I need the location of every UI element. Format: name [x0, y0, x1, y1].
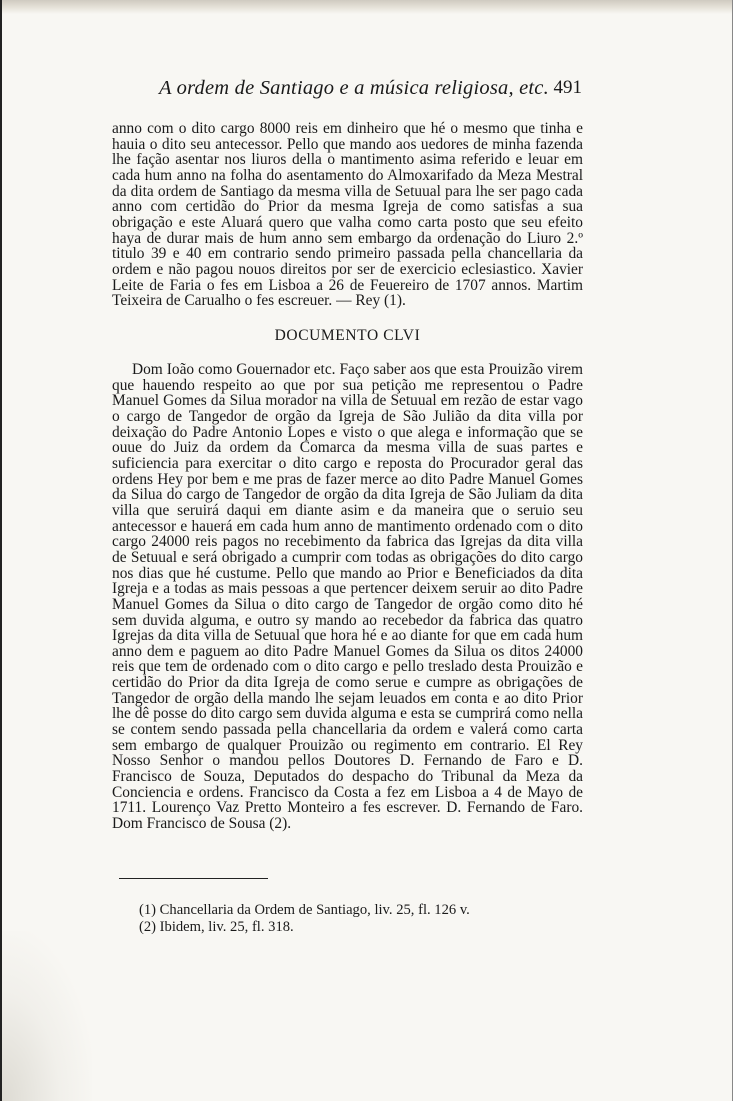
running-header: [112, 77, 582, 107]
page-top-edge: [2, 0, 733, 14]
running-title: A ordem de Santiago e a música religiosa, etc.: [159, 77, 549, 99]
paragraph-continuation: anno com o dito cargo 8000 reis em dinheiro que hé o mesmo que tinha e hauia o dito seu antecessor. Pello que mando aos uedores de minha fazenda lhe fação asentar nos liuros della o mantimento asima referido e leuar em cada hum anno na folha do asentamento do Almoxarifado da Meza Mestral da dita ordem de Santiago da mesma villa de Setuual para lhe ser pago cada anno com certidão do Prior da mesma Igreja de como satisfas a sua obrigação e este Aluará quero que valha como carta posto que seu efeito haya de durar mais de hum anno sem embargo da ordenação do Liuro 2.º titulo 39 e 40 em contrario sendo primeiro passada pella chancellaria da ordem e não pagou nouos direitos por ser de exercicio eclesiastico. Xavier Leite de Faria o fes em Lisboa a 26 de Feuereiro de 1707 annos. Martim Teixeira de Carualho o fes escreuer. — Rey (1).: [112, 120, 583, 310]
footnote-2: (2) Ibidem, liv. 25, fl. 318.: [139, 918, 294, 935]
page-corner-stain: [2, 931, 92, 1101]
paragraph-document-clvi: Dom Ioão como Gouernador etc. Faço saber aos que esta Prouizão virem que hauendo respeito ao que por sua petição me representou o Padre Manuel Gomes da Silua morador na villa de Setuual em rezão de estar vago o cargo de Tangedor de orgão da Igreja de São Julião da dita villa por deixação do Padre Antonio Lopes e visto o que alega e informação que se ouue do Juiz da ordem da Comarca da mesma villa de suas partes e suficiencia para exercitar o dito cargo e reposta do Procurador geral das ordens Hey por bem e me pras de fazer merce ao dito Padre Manuel Gomes da Silua do cargo de Tangedor de orgão da dita Igreja de São Juliam da dita villa que seruirá daqui em diante asim e da maneira que o seruio seu antecessor e hauerá em cada hum anno de mantimento ordenado com o dito cargo 24000 reis pagos no recebimento da fabrica das Igrejas da dita villa de Setuual e será obrigado a cumprir com todas as obrigações do dito cargo nos dias que hé custume. Pello que mando ao Prior e Beneficiados da dita Igreja e a todas as mais pessoas a que pertencer deixem seruir ao dito Padre Manuel Gomes da Silua o dito cargo de Tangedor de orgão como dito hé sem duvida alguma, e outro sy mando ao recebedor da fabrica das quatro Igrejas da dita villa de Setuual que hora hé e ao diante for que em cada hum anno dem e paguem ao dito Padre Manuel Gomes da Silua os ditos 24000 reis que tem de ordenado com o dito cargo e pello treslado desta Prouizão e certidão do Prior da dita Igreja de como serue e cumpre as obrigações de Tangedor de orgão della mando lhe sejam leuados em conta e ao dito Prior lhe dê posse do dito cargo sem duvida alguma e esta se cumprirá como nella se contem sendo passada pella chancellaria da ordem e valerá como carta sem embargo de qualquer Prouizão ou regimento em contrario. El Rey Nosso Senhor o mandou pellos Doutores D. Fernando de Faro e D. Francisco de Souza, Deputados do despacho do Tribunal da Meza da Conciencia e ordens. Francisco da Costa a fez em Lisboa a 4 de Mayo de 1711. Lourenço Vaz Pretto Monteiro a fes escrever. D. Fernando de Faro. Dom Francisco de Sousa (2).: [112, 361, 583, 833]
footnotes: [139, 902, 559, 935]
footnote-separator: [119, 878, 268, 879]
page-number: 491: [553, 77, 582, 98]
document-heading: DOCUMENTO CLVI: [274, 327, 421, 344]
footnote-1: (1) Chancellaria da Ordem de Santiago, liv. 25, fl. 126 v.: [139, 902, 470, 918]
